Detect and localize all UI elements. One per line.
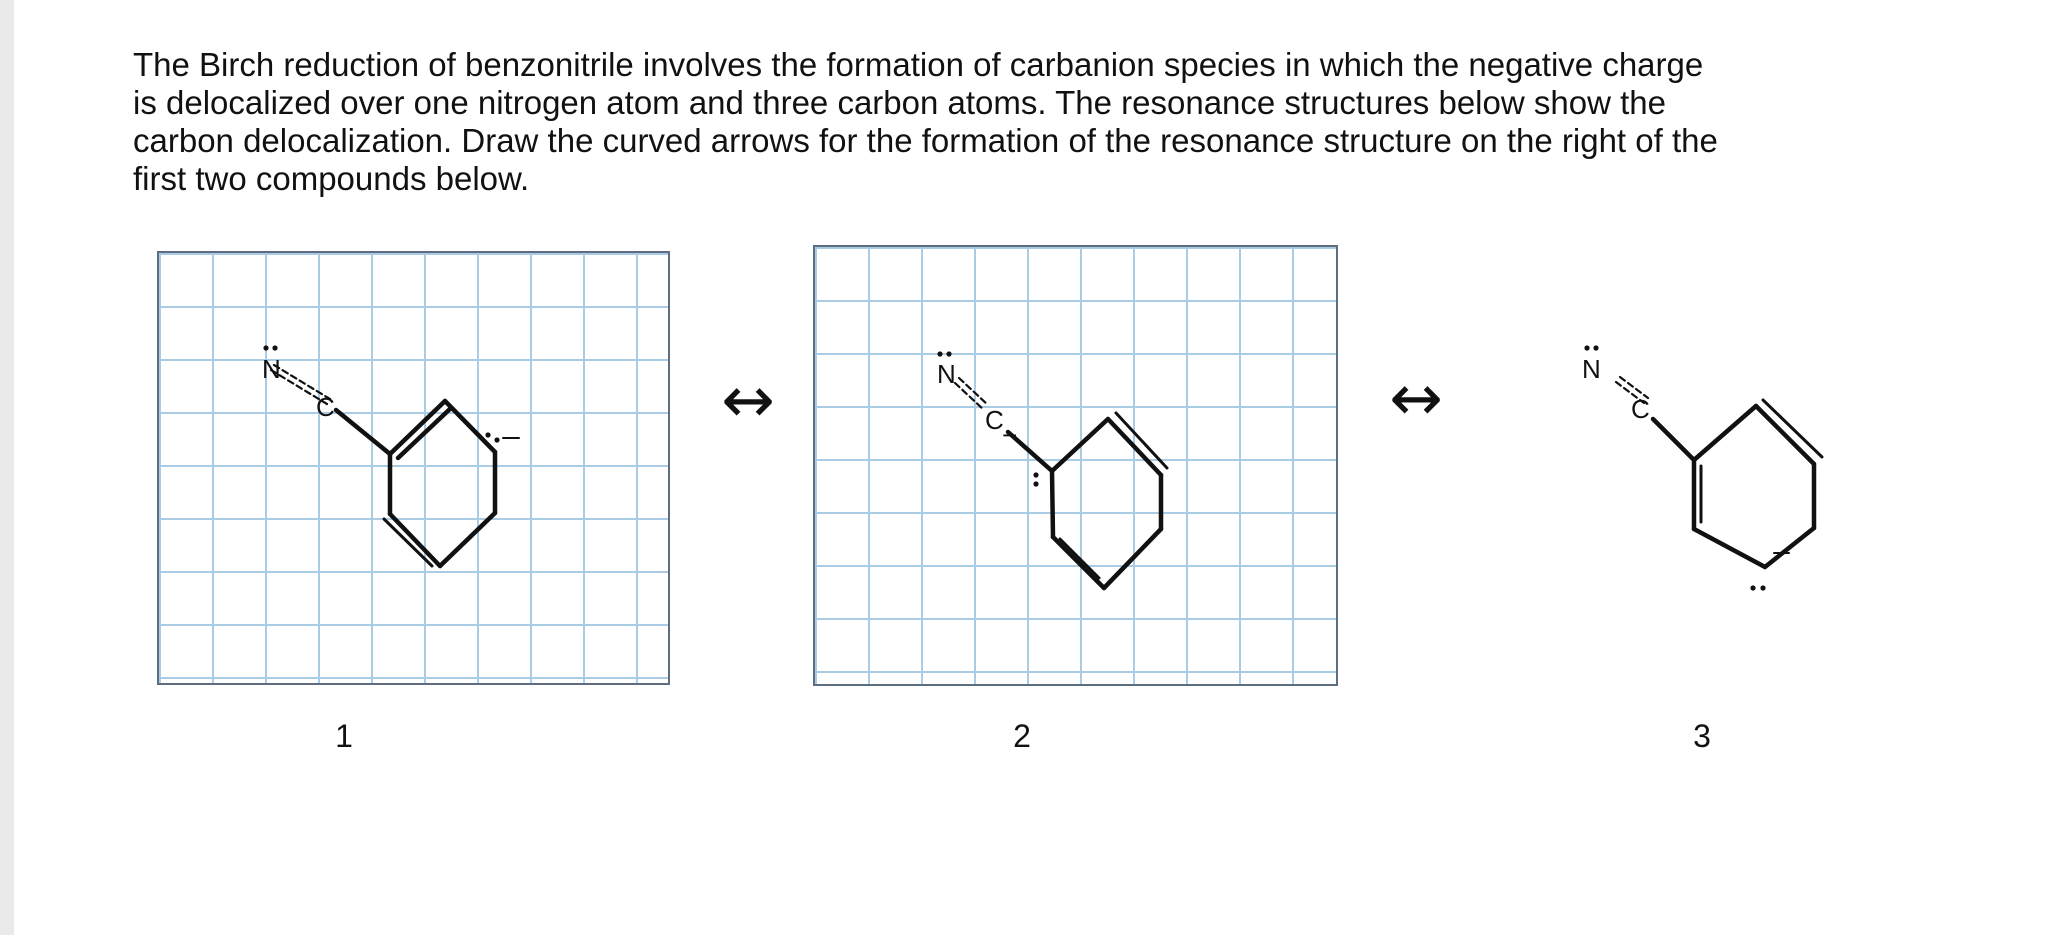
question-line: first two compounds below. <box>133 160 530 197</box>
carbon-atom-1: C <box>316 392 335 422</box>
nitrogen-atom-2: N <box>937 359 956 389</box>
nitrogen-atom-1: N <box>262 354 281 384</box>
carbanion-minus-2: − <box>1002 420 1018 450</box>
carbon-atom-3: C <box>1631 394 1650 424</box>
resonance-arrow-2-3: ↔ <box>1389 362 1443 436</box>
nitrogen-atom-3: N <box>1582 354 1601 384</box>
structure-1 <box>271 365 519 566</box>
compound-label: 3 <box>1693 718 1711 754</box>
question-line: carbon delocalization. Draw the curved arrows for the formation of the resonance structure on the right of the <box>133 122 1718 159</box>
compound-label: 2 <box>1013 718 1031 754</box>
carbon-atom-2: C <box>985 405 1004 435</box>
question-line: The Birch reduction of benzonitrile involves the formation of carbanion species in which the negative charge <box>133 46 1704 83</box>
resonance-arrow-1-2: ↔ <box>721 364 775 438</box>
question-line: is delocalized over one nitrogen atom and three carbon atoms. The resonance structures below show the <box>133 84 1666 121</box>
compound-label: 1 <box>335 718 353 754</box>
structure-1-dots <box>263 345 499 442</box>
